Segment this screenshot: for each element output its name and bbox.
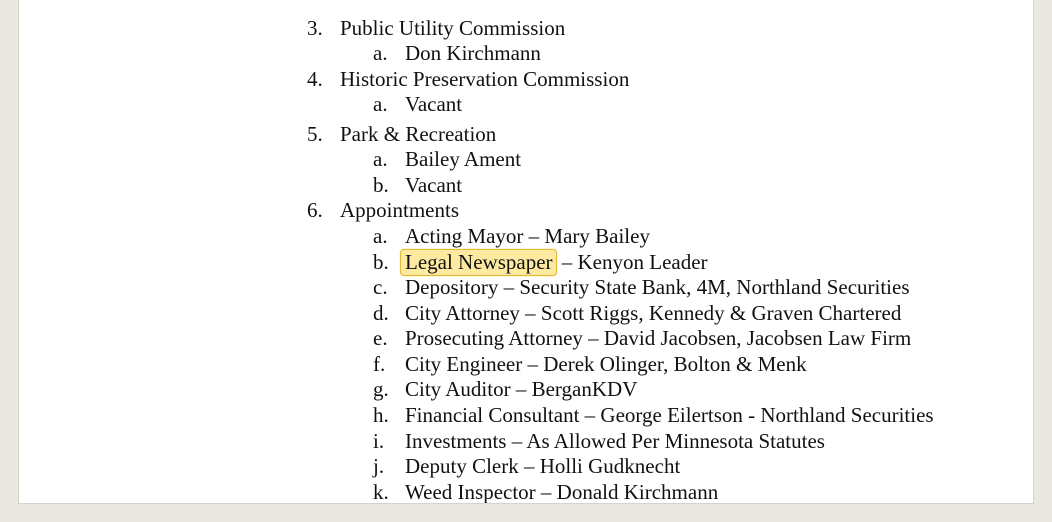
item-text: City Auditor – BerganKDV: [405, 377, 638, 401]
item-letter: e.: [373, 326, 388, 350]
item-letter: a.: [373, 92, 388, 116]
item-letter: a.: [373, 224, 388, 248]
item-number: 4.: [307, 67, 323, 91]
item-text: City Attorney – Scott Riggs, Kennedy & Graven Chartered: [405, 301, 902, 325]
item-letter: d.: [373, 301, 389, 325]
item-number: 6.: [307, 198, 323, 222]
item-text-rest: – Kenyon Leader: [556, 250, 708, 274]
item-letter: b.: [373, 173, 389, 197]
item-text: Deputy Clerk – Holli Gudknecht: [405, 454, 681, 478]
item-text: Historic Preservation Commission: [340, 67, 630, 91]
item-text: Acting Mayor – Mary Bailey: [405, 224, 650, 248]
item-text: Investments – As Allowed Per Minnesota Statutes: [405, 429, 825, 453]
item-text: Prosecuting Attorney – David Jacobsen, Jacobsen Law Firm: [405, 326, 912, 350]
item-text: Weed Inspector – Donald Kirchmann: [405, 480, 719, 504]
item-letter: h.: [373, 403, 389, 427]
document-page: [18, 0, 1034, 504]
item-text: Vacant: [405, 173, 463, 197]
item-text: Bailey Ament: [405, 147, 522, 171]
item-letter: j.: [373, 454, 385, 478]
item-text: Financial Consultant – George Eilertson - Northland Securities: [405, 403, 934, 427]
item-letter: k.: [373, 480, 389, 504]
item-text: City Engineer – Derek Olinger, Bolton & Menk: [405, 352, 807, 376]
item-letter: c.: [373, 275, 388, 299]
item-text: Public Utility Commission: [340, 16, 566, 40]
item-letter: i.: [373, 429, 385, 453]
item-text: Depository – Security State Bank, 4M, Northland Securities: [405, 275, 910, 299]
item-text: Don Kirchmann: [405, 41, 541, 65]
item-text: Appointments: [340, 198, 459, 222]
item-letter: a.: [373, 41, 388, 65]
item-number: 5.: [307, 122, 323, 146]
item-text: Park & Recreation: [340, 122, 497, 146]
item-text: Vacant: [405, 92, 463, 116]
item-letter: b.: [373, 250, 389, 274]
highlighted-text[interactable]: Legal Newspaper: [400, 249, 557, 276]
item-letter: g.: [373, 377, 389, 401]
item-letter: f.: [373, 352, 386, 376]
item-letter: a.: [373, 147, 388, 171]
item-text: [405, 250, 708, 274]
item-number: 3.: [307, 16, 323, 40]
